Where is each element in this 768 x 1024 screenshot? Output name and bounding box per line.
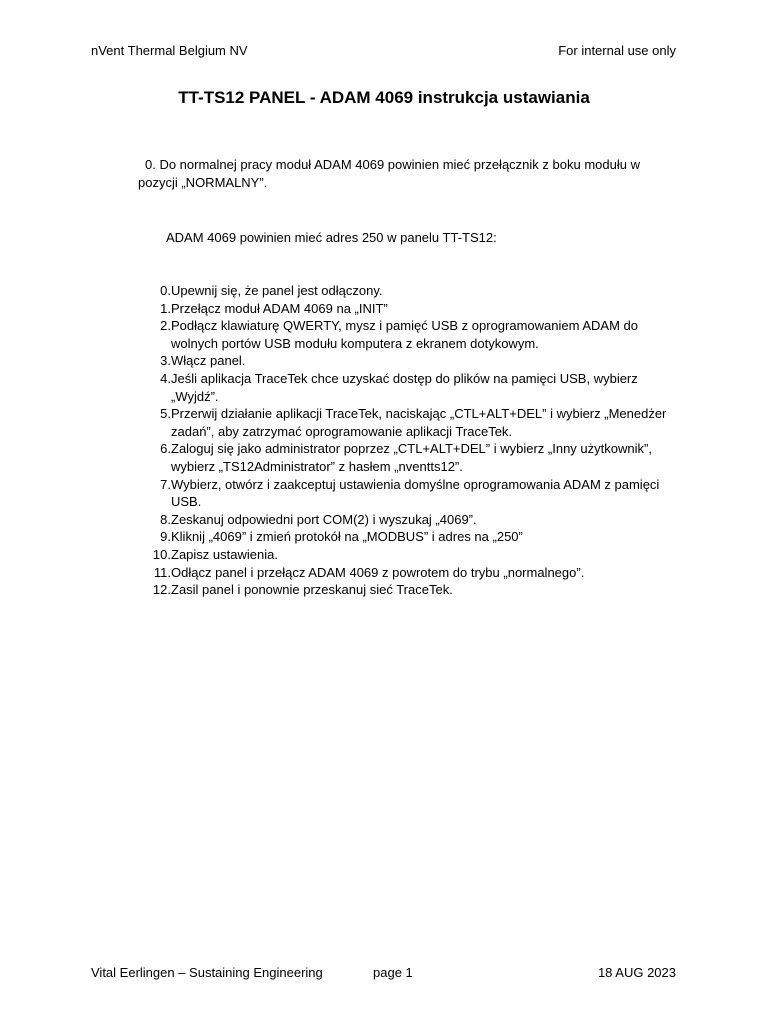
list-item	[138, 528, 678, 546]
list-item	[138, 564, 678, 582]
step-text: Zeskanuj odpowiedni port COM(2) i wyszukaj „4069”.	[171, 511, 477, 527]
step-number: 1.	[160, 300, 171, 316]
step-text: Kliknij „4069” i zmień protokół na „MODBUS” i adres na „250”	[171, 529, 523, 545]
list-item	[138, 546, 678, 564]
step-number: 7.	[160, 476, 171, 492]
steps-list	[138, 282, 678, 599]
list-item	[138, 282, 678, 300]
list-item	[138, 581, 678, 599]
intro-line-2: pozycji „NORMALNY”.	[138, 175, 268, 190]
step-text: Upewnij się, że panel jest odłączony.	[171, 283, 383, 298]
step-text: Jeśli aplikacja TraceTek chce uzyskać dostęp do plików na pamięci USB, wybierz „Wyjdź”.	[171, 370, 638, 404]
document-title: TT-TS12 PANEL - ADAM 4069 instrukcja ustawiania	[178, 88, 590, 107]
step-number: 2.	[160, 318, 171, 334]
step-text: Zasil panel i ponownie przeskanuj sieć TraceTek.	[171, 582, 453, 598]
step-text: Podłącz klawiaturę QWERTY, mysz i pamięć USB z oprogramowaniem ADAM do wolnych portów USB modułu komputera z ekranem dotykowym.	[171, 318, 638, 351]
step-text: Włącz panel.	[171, 353, 246, 369]
list-item	[138, 300, 678, 318]
step-number: 8.	[160, 511, 171, 527]
step-text: Wybierz, otwórz i zaakceptuj ustawienia domyślne oprogramowania ADAM z pamięci USB.	[171, 476, 660, 510]
list-item	[138, 511, 678, 529]
header-company: nVent Thermal Belgium NV	[91, 43, 248, 58]
step-text: Zaloguj się jako administrator poprzez „CTL+ALT+DEL” i wybierz „Inny użytkownik”, wybierz „TS12Administrator” z hasłem „nventts12”.	[171, 441, 652, 474]
footer-author: Vital Eerlingen – Sustaining Engineering	[91, 965, 323, 980]
step-number: 9.	[160, 529, 171, 545]
step-text: Zapisz ustawienia.	[171, 546, 278, 562]
step-text: Przełącz moduł ADAM 4069 na „INIT”	[171, 300, 388, 316]
list-item	[138, 476, 678, 511]
step-number: 5.	[160, 406, 171, 422]
list-item	[138, 440, 678, 475]
list-item	[138, 370, 678, 405]
intro-line-1: 0. Do normalnej pracy moduł ADAM 4069 powinien mieć przełącznik z boku modułu w	[145, 157, 640, 172]
step-number: 10.	[152, 546, 171, 562]
step-text: Odłącz panel i przełącz ADAM 4069 z powrotem do trybu „normalnego”.	[171, 564, 585, 580]
step-number: 12.	[152, 582, 171, 598]
list-item	[138, 317, 678, 352]
address-note: ADAM 4069 powinien mieć adres 250 w panelu TT-TS12:	[166, 230, 497, 245]
step-number: 3.	[160, 353, 171, 369]
step-number: 11.	[153, 564, 171, 580]
step-text: Przerwij działanie aplikacji TraceTek, naciskając „CTL+ALT+DEL” i wybierz „Menedżer zadań”, aby zatrzymać oprogramowanie aplikacji TraceTek.	[171, 406, 667, 439]
step-number: 6.	[160, 441, 171, 457]
list-item	[138, 405, 678, 440]
header-classification: For internal use only	[558, 43, 676, 58]
intro-paragraph	[138, 156, 658, 192]
list-item	[138, 352, 678, 370]
footer-date: 18 AUG 2023	[597, 965, 676, 980]
step-number: 4.	[160, 370, 171, 386]
step-number: 0.	[160, 283, 171, 298]
footer-page-number: page 1	[373, 965, 413, 980]
